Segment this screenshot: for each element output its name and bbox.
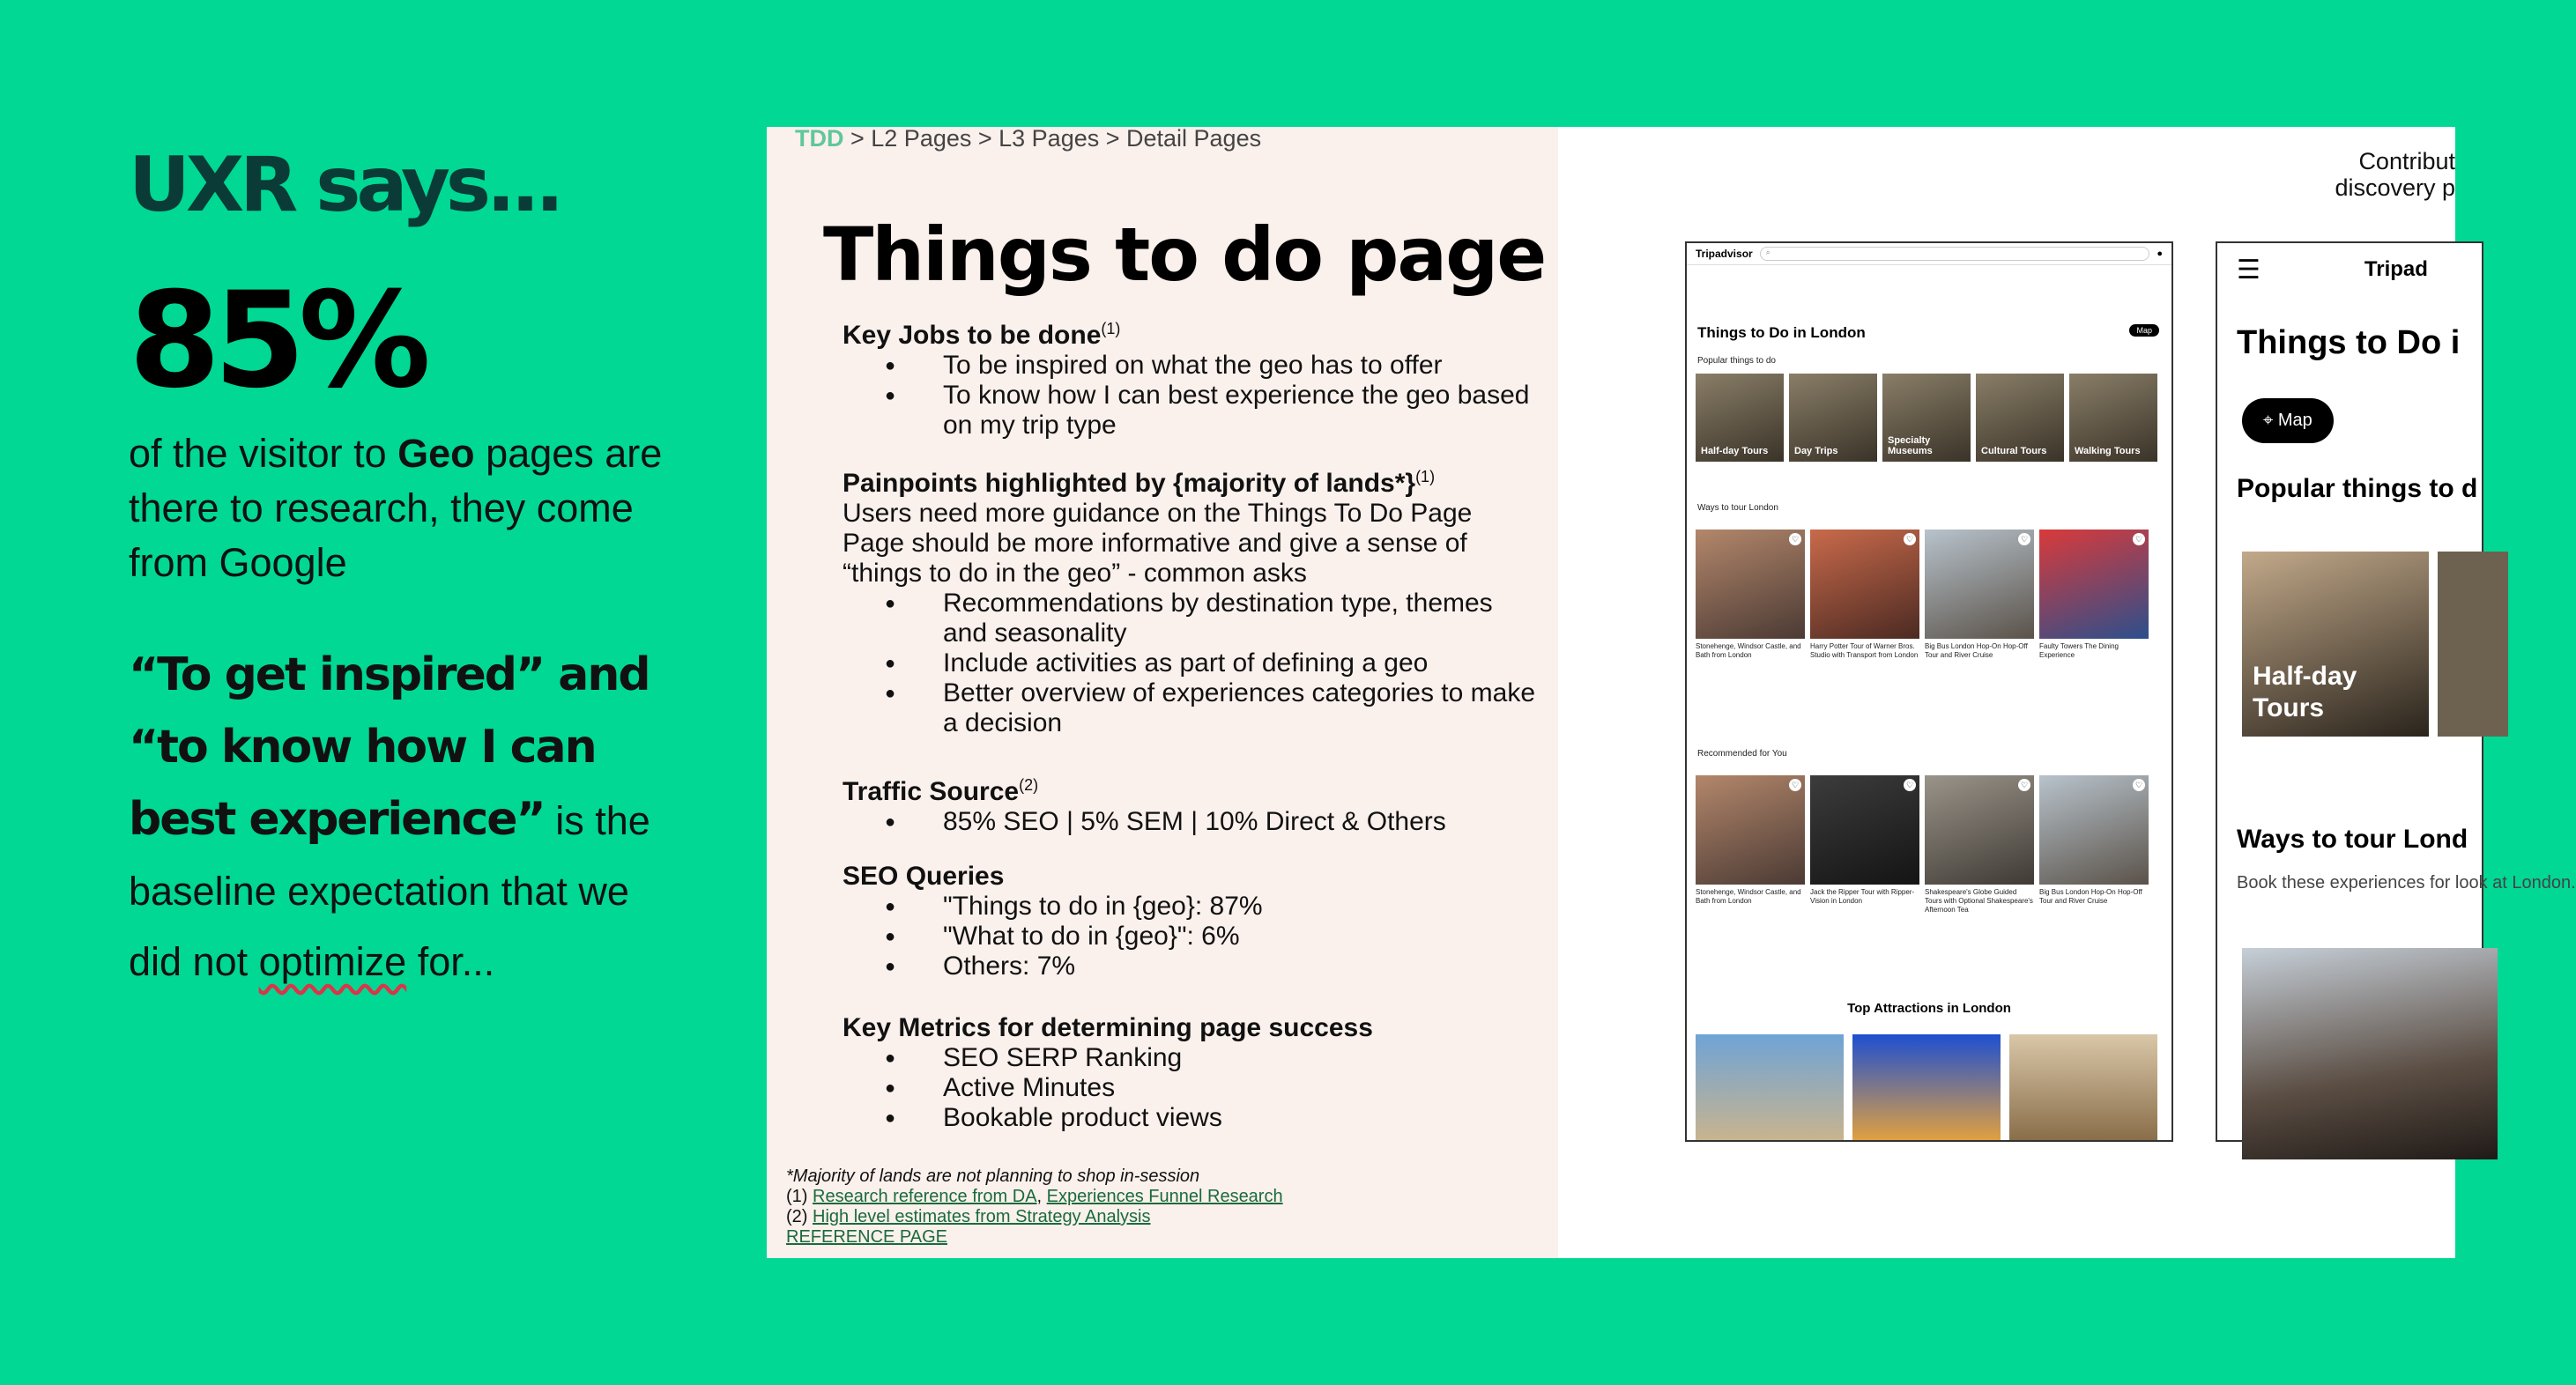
heart-icon[interactable]: ♡ [2018,779,2030,791]
painpoints-text: Page should be more informative and give a sense of “things to do in the geo” - common asks [843,529,1467,588]
lead-text-end: pages are there to research, they come from Google [129,431,663,585]
map-button[interactable] [2242,398,2334,443]
list-item: ● "Things to do in {geo}: 87% [906,892,1539,922]
stat-description [129,426,693,590]
attraction-card[interactable] [1696,1034,1844,1140]
footnote-text: *Majority of lands are not planning to shop in-session [786,1167,1200,1186]
list-item: ● Bookable product views [906,1103,1539,1133]
jobs-list [843,351,1539,441]
painpoints-text: Users need more guidance on the Things To Do Page [843,499,1473,528]
product-card[interactable]: ♡ Jack the Ripper Tour with Ripper-Vision in London [1810,775,1919,915]
heart-icon[interactable]: ♡ [2133,779,2145,791]
product-card[interactable]: ♡ Shakespeare's Globe Guided Tours with Optional Shakespeare's Afternoon Tea [1925,775,2034,915]
attraction-card[interactable] [1852,1034,2001,1140]
corner-caption [2335,148,2455,201]
popular-heading: Popular things to do [1697,356,1776,366]
map-label: Map [2277,411,2312,430]
footnotes: *Majority of lands are not planning to shop in-session (1) Research reference from DA, Experiences Funnel Research (2) High level estimates from Strategy Analysis REFERENCE PAGE [786,1167,1283,1247]
research-link[interactable]: Research reference from DA [813,1187,1037,1206]
menu-icon[interactable]: ☰ [2237,255,2260,285]
traffic-list [843,807,1539,837]
jobs-title: Key Jobs to be done$^{(1)}$ [843,320,1121,350]
ways-cards [1696,530,2149,660]
footnote-number: (1) [786,1187,813,1206]
list-item: ● Better overview of experiences categories to make a decision [906,678,1539,738]
category-tile[interactable] [2438,552,2508,737]
desktop-screenshot [1685,241,2173,1142]
recommended-heading: Recommended for You [1697,749,1787,759]
mobile-screenshot [2216,241,2576,1142]
list-item: ● Others: 7% [906,952,1539,981]
painpoints-title: Painpoints highlighted by {majority of lands*}$^{(1)}$ [843,468,1436,498]
doc-panel [767,127,1558,1258]
search-input[interactable]: ⌕ [1760,247,2150,261]
heart-icon[interactable]: ♡ [1904,533,1916,545]
tripadvisor-logo[interactable]: Tripad [2364,257,2428,281]
lead-text: of the visitor to [129,431,398,476]
list-item: ● To know how I can best experience the geo based on my trip type [906,381,1539,441]
map-button[interactable]: Map [2129,324,2159,337]
list-item: ● Recommendations by destination type, themes and seasonality [906,589,1539,648]
footnote-number: (2) [786,1207,813,1226]
category-tile[interactable]: Half-day Tours [2242,552,2429,737]
uxr-panel [129,141,693,997]
quote-bold: “To get inspired” and “to know how I can best experience” [129,648,650,846]
jobs-section [843,314,1539,441]
category-tiles [1696,374,2157,462]
product-card[interactable]: ♡ Stonehenge, Windsor Castle, and Bath from London [1696,530,1805,660]
attraction-card[interactable] [2009,1034,2157,1140]
category-tile[interactable]: Half-day Tours [1696,374,1784,462]
product-card[interactable]: ♡ Big Bus London Hop-On Hop-Off Tour and River Cruise [1925,530,2034,660]
ways-heading: Ways to tour London [1697,503,1778,513]
heart-icon[interactable]: ♡ [1904,779,1916,791]
category-tile[interactable]: Walking Tours [2069,374,2157,462]
estimates-link[interactable]: High level estimates from Strategy Analysis [813,1207,1151,1226]
traffic-title: Traffic Source$^{(2)}$ [843,776,1039,806]
list-item: ● 85% SEO | 5% SEM | 10% Direct & Others [906,807,1539,837]
reference-page-link[interactable]: REFERENCE PAGE [786,1227,947,1247]
tripadvisor-logo[interactable]: Tripadvisor [1696,248,1753,260]
painpoints-list [843,589,1539,738]
quote-block [129,640,693,997]
breadcrumb [795,125,1261,152]
funnel-link[interactable]: Experiences Funnel Research [1046,1187,1283,1206]
user-avatar-icon[interactable]: ● [2157,248,2163,259]
recommended-cards [1696,775,2149,915]
attractions-row [1696,1034,2157,1140]
lead-geo: Geo [397,431,475,476]
category-tile[interactable]: Specialty Museums [1882,374,1971,462]
breadcrumb-path: > L2 Pages > L3 Pages > Detail Pages [843,125,1262,152]
doc-title: Things to do page [823,211,1546,298]
tour-photo[interactable] [2242,948,2498,1159]
location-pin-icon: ⌖ [2263,411,2278,430]
screens-panel [1558,127,2576,1258]
product-card[interactable]: ♡ Big Bus London Hop-On Hop-Off Tour and River Cruise [2039,775,2149,915]
product-card[interactable]: ♡ Stonehenge, Windsor Castle, and Bath from London [1696,775,1805,915]
list-item: ● To be inspired on what the geo has to offer [906,351,1539,381]
popular-heading: Popular things to d [2237,474,2478,503]
quote-text: is the baseline expectation that we did not [129,798,650,984]
seo-title: SEO Queries [843,862,1005,891]
spellcheck-word: optimize [258,939,407,984]
heart-icon[interactable]: ♡ [2133,533,2145,545]
category-tile[interactable]: Cultural Tours [1976,374,2064,462]
heart-icon[interactable]: ♡ [1789,779,1801,791]
heart-icon[interactable]: ♡ [1789,533,1801,545]
metrics-title: Key Metrics for determining page success [843,1013,1373,1042]
seo-section [843,862,1539,981]
ways-heading: Ways to tour Lond [2237,825,2468,854]
mobile-header [2217,243,2482,296]
product-card[interactable]: ♡ Faulty Towers The Dining Experience [2039,530,2149,660]
list-item: ● SEO SERP Ranking [906,1043,1539,1073]
traffic-section [843,770,1539,837]
desktop-title: Things to Do in London [1697,324,1866,341]
stat-85: 85% [129,264,425,418]
metrics-section [843,1013,1539,1133]
seo-list [843,892,1539,981]
desktop-nav [1687,243,2171,265]
caption-line: discovery p [2335,174,2455,201]
metrics-list [843,1043,1539,1133]
attractions-heading: Top Attractions in London [1847,1001,2011,1016]
list-item: ● "What to do in {geo}": 6% [906,922,1539,952]
list-item: ● Active Minutes [906,1073,1539,1103]
mobile-title: Things to Do i [2237,324,2461,361]
heart-icon[interactable]: ♡ [2018,533,2030,545]
breadcrumb-tdd[interactable]: TDD [795,125,844,152]
product-card[interactable]: ♡ Harry Potter Tour of Warner Bros. Studio with Transport from London [1810,530,1919,660]
caption-line: Contribut [2358,148,2455,174]
uxr-heading: UXR says... [129,141,560,229]
list-item: ● Include activities as part of defining a geo [906,648,1539,678]
quote-text-end: for... [406,939,495,984]
painpoints-section [843,462,1539,738]
ways-description: Book these experiences for look at London. [2237,873,2576,892]
category-tile[interactable]: Day Trips [1789,374,1877,462]
